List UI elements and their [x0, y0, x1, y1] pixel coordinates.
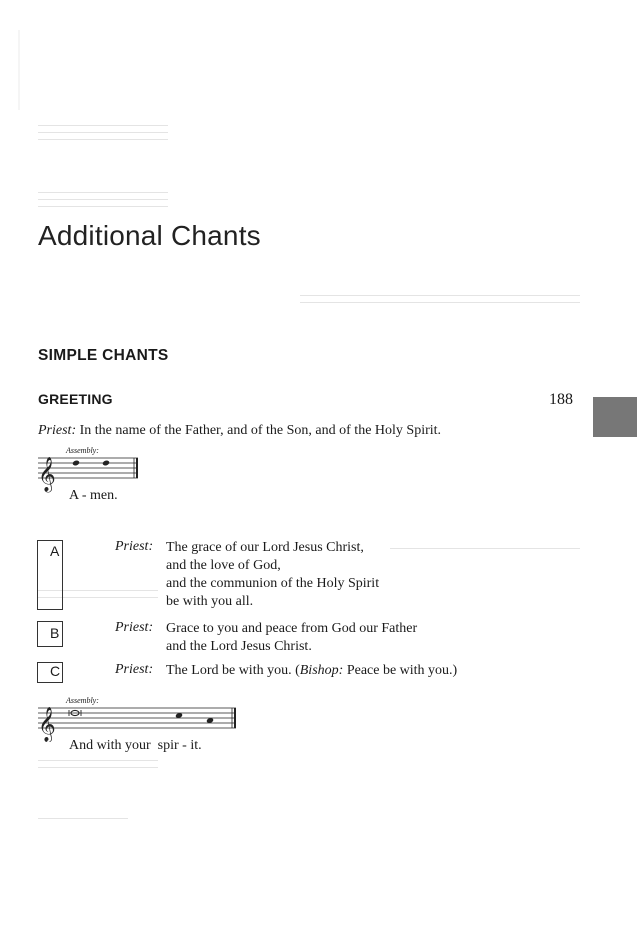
- priest-intro-text: In the name of the Father, and of the Son, and of the Holy Spirit.: [79, 423, 442, 438]
- bleed-through-staff: [38, 818, 128, 819]
- item-number: 188: [549, 391, 573, 408]
- bleed-through-staff: [300, 302, 580, 303]
- page-title: Additional Chants: [38, 220, 261, 251]
- option-c-role: Priest:: [115, 662, 154, 677]
- option-b-role: Priest:: [115, 620, 154, 635]
- option-b-letter: B: [50, 625, 60, 641]
- option-a-text: [166, 539, 379, 611]
- option-a-role: Priest:: [115, 539, 154, 554]
- bleed-through-staff: [38, 132, 168, 133]
- response-lyric: And with your spir - it.: [69, 738, 202, 753]
- text-line: Grace to you and peace from God our Father: [166, 621, 418, 636]
- subsection-heading: GREETING: [38, 391, 113, 407]
- text-line: The grace of our Lord Jesus Christ,: [166, 540, 364, 555]
- option-c-letter: C: [50, 663, 61, 679]
- bleed-through-staff: [38, 760, 158, 761]
- option-c-text-before: The Lord be with you. (: [166, 663, 300, 678]
- bishop-role-label: Bishop:: [299, 663, 344, 678]
- bleed-through-staff: [38, 767, 158, 768]
- assembly-label: Assembly:: [66, 696, 99, 705]
- priest-role-label: Priest:: [38, 423, 77, 438]
- text-line: be with you all.: [166, 594, 254, 609]
- bleed-through-staff: [38, 192, 168, 193]
- assembly-label: Assembly:: [66, 446, 99, 455]
- note-head: [72, 460, 80, 467]
- treble-clef-icon: 𝄞: [38, 457, 56, 492]
- text-line: and the love of God,: [166, 558, 281, 573]
- bleed-through-staff: [38, 199, 168, 200]
- bleed-through-staff: [38, 139, 168, 140]
- bleed-through-staff: [300, 295, 580, 296]
- bleed-through-margin: [18, 30, 20, 110]
- option-c-text: [166, 662, 457, 680]
- text-line: and the Lord Jesus Christ.: [166, 639, 312, 654]
- note-head: [102, 460, 110, 467]
- bleed-through-staff: [38, 125, 168, 126]
- section-heading: SIMPLE CHANTS: [38, 347, 169, 364]
- bleed-through-staff: [390, 548, 580, 549]
- option-c-text-after: Peace be with you.): [343, 663, 458, 678]
- treble-clef-icon: 𝄞: [38, 707, 56, 742]
- text-line: and the communion of the Holy Spirit: [166, 576, 380, 591]
- thumb-tab: [593, 397, 637, 437]
- option-a-letter: A: [50, 543, 60, 559]
- option-b-text: [166, 620, 417, 656]
- amen-lyric: A - men.: [69, 488, 118, 503]
- priest-intro: [38, 423, 441, 439]
- bleed-through-staff: [38, 206, 168, 207]
